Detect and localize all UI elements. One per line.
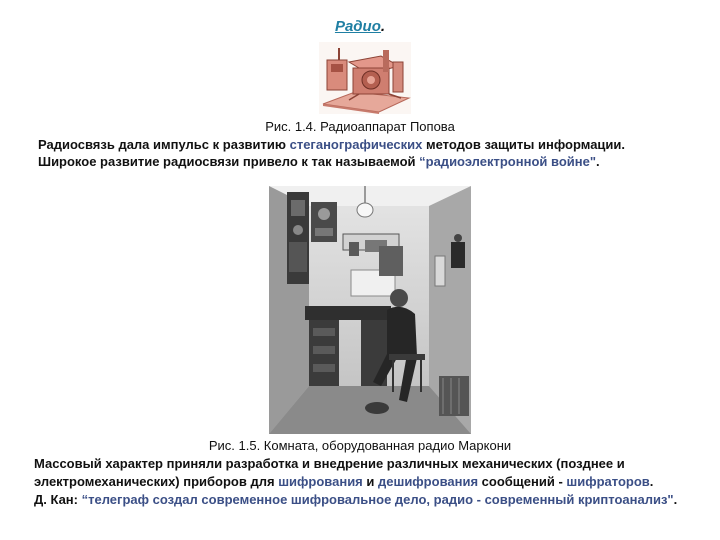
figure1-caption: Рис. 1.4. Радиоаппарат Попова [265, 119, 455, 134]
para1-text-a: Радиосвязь дала импульс к развитию [38, 137, 290, 152]
figure2-caption: Рис. 1.5. Комната, оборудованная радио Маркони [208, 438, 512, 453]
quote-text: “телеграф создал современное шифровальное дело, радио - современный криптоанализ" [81, 492, 674, 507]
para1-text-d: . [596, 154, 600, 169]
quote-end: . [673, 492, 678, 507]
popov-radio-illustration [319, 42, 411, 114]
title-suffix: . [380, 18, 386, 35]
para1-text-b: методов защиты информации. [422, 137, 626, 152]
para1-text-c: Широкое развитие радиосвязи привело к так называемой [38, 154, 420, 169]
paragraph-cipher-machines [34, 455, 684, 509]
marconi-room-photo [269, 186, 471, 434]
para2-text-c: сообщений - [478, 474, 567, 489]
paragraph-radio [38, 136, 688, 170]
para2-text-b: и [362, 474, 378, 489]
para2-highlight-decryption: дешифрования [378, 474, 479, 489]
quote-author: Д. Кан: [34, 492, 82, 507]
marconi-room-illustration [269, 186, 471, 434]
para2-text-a: Массовый характер приняли разработка и внедрение различных механических (позднее и электромеханических) приборов для [34, 456, 625, 489]
slide-title [0, 18, 720, 35]
title-word: Радио [334, 18, 381, 35]
popov-radio-photo [319, 42, 411, 114]
para1-highlight-steganography: стеганографических [289, 137, 423, 152]
para2-highlight-cipher-machines: шифраторов [566, 474, 650, 489]
para2-highlight-encryption: шифрования [278, 474, 363, 489]
para2-text-d: . [649, 474, 654, 489]
para1-highlight-ew: “радиоэлектронной войне" [419, 154, 596, 169]
